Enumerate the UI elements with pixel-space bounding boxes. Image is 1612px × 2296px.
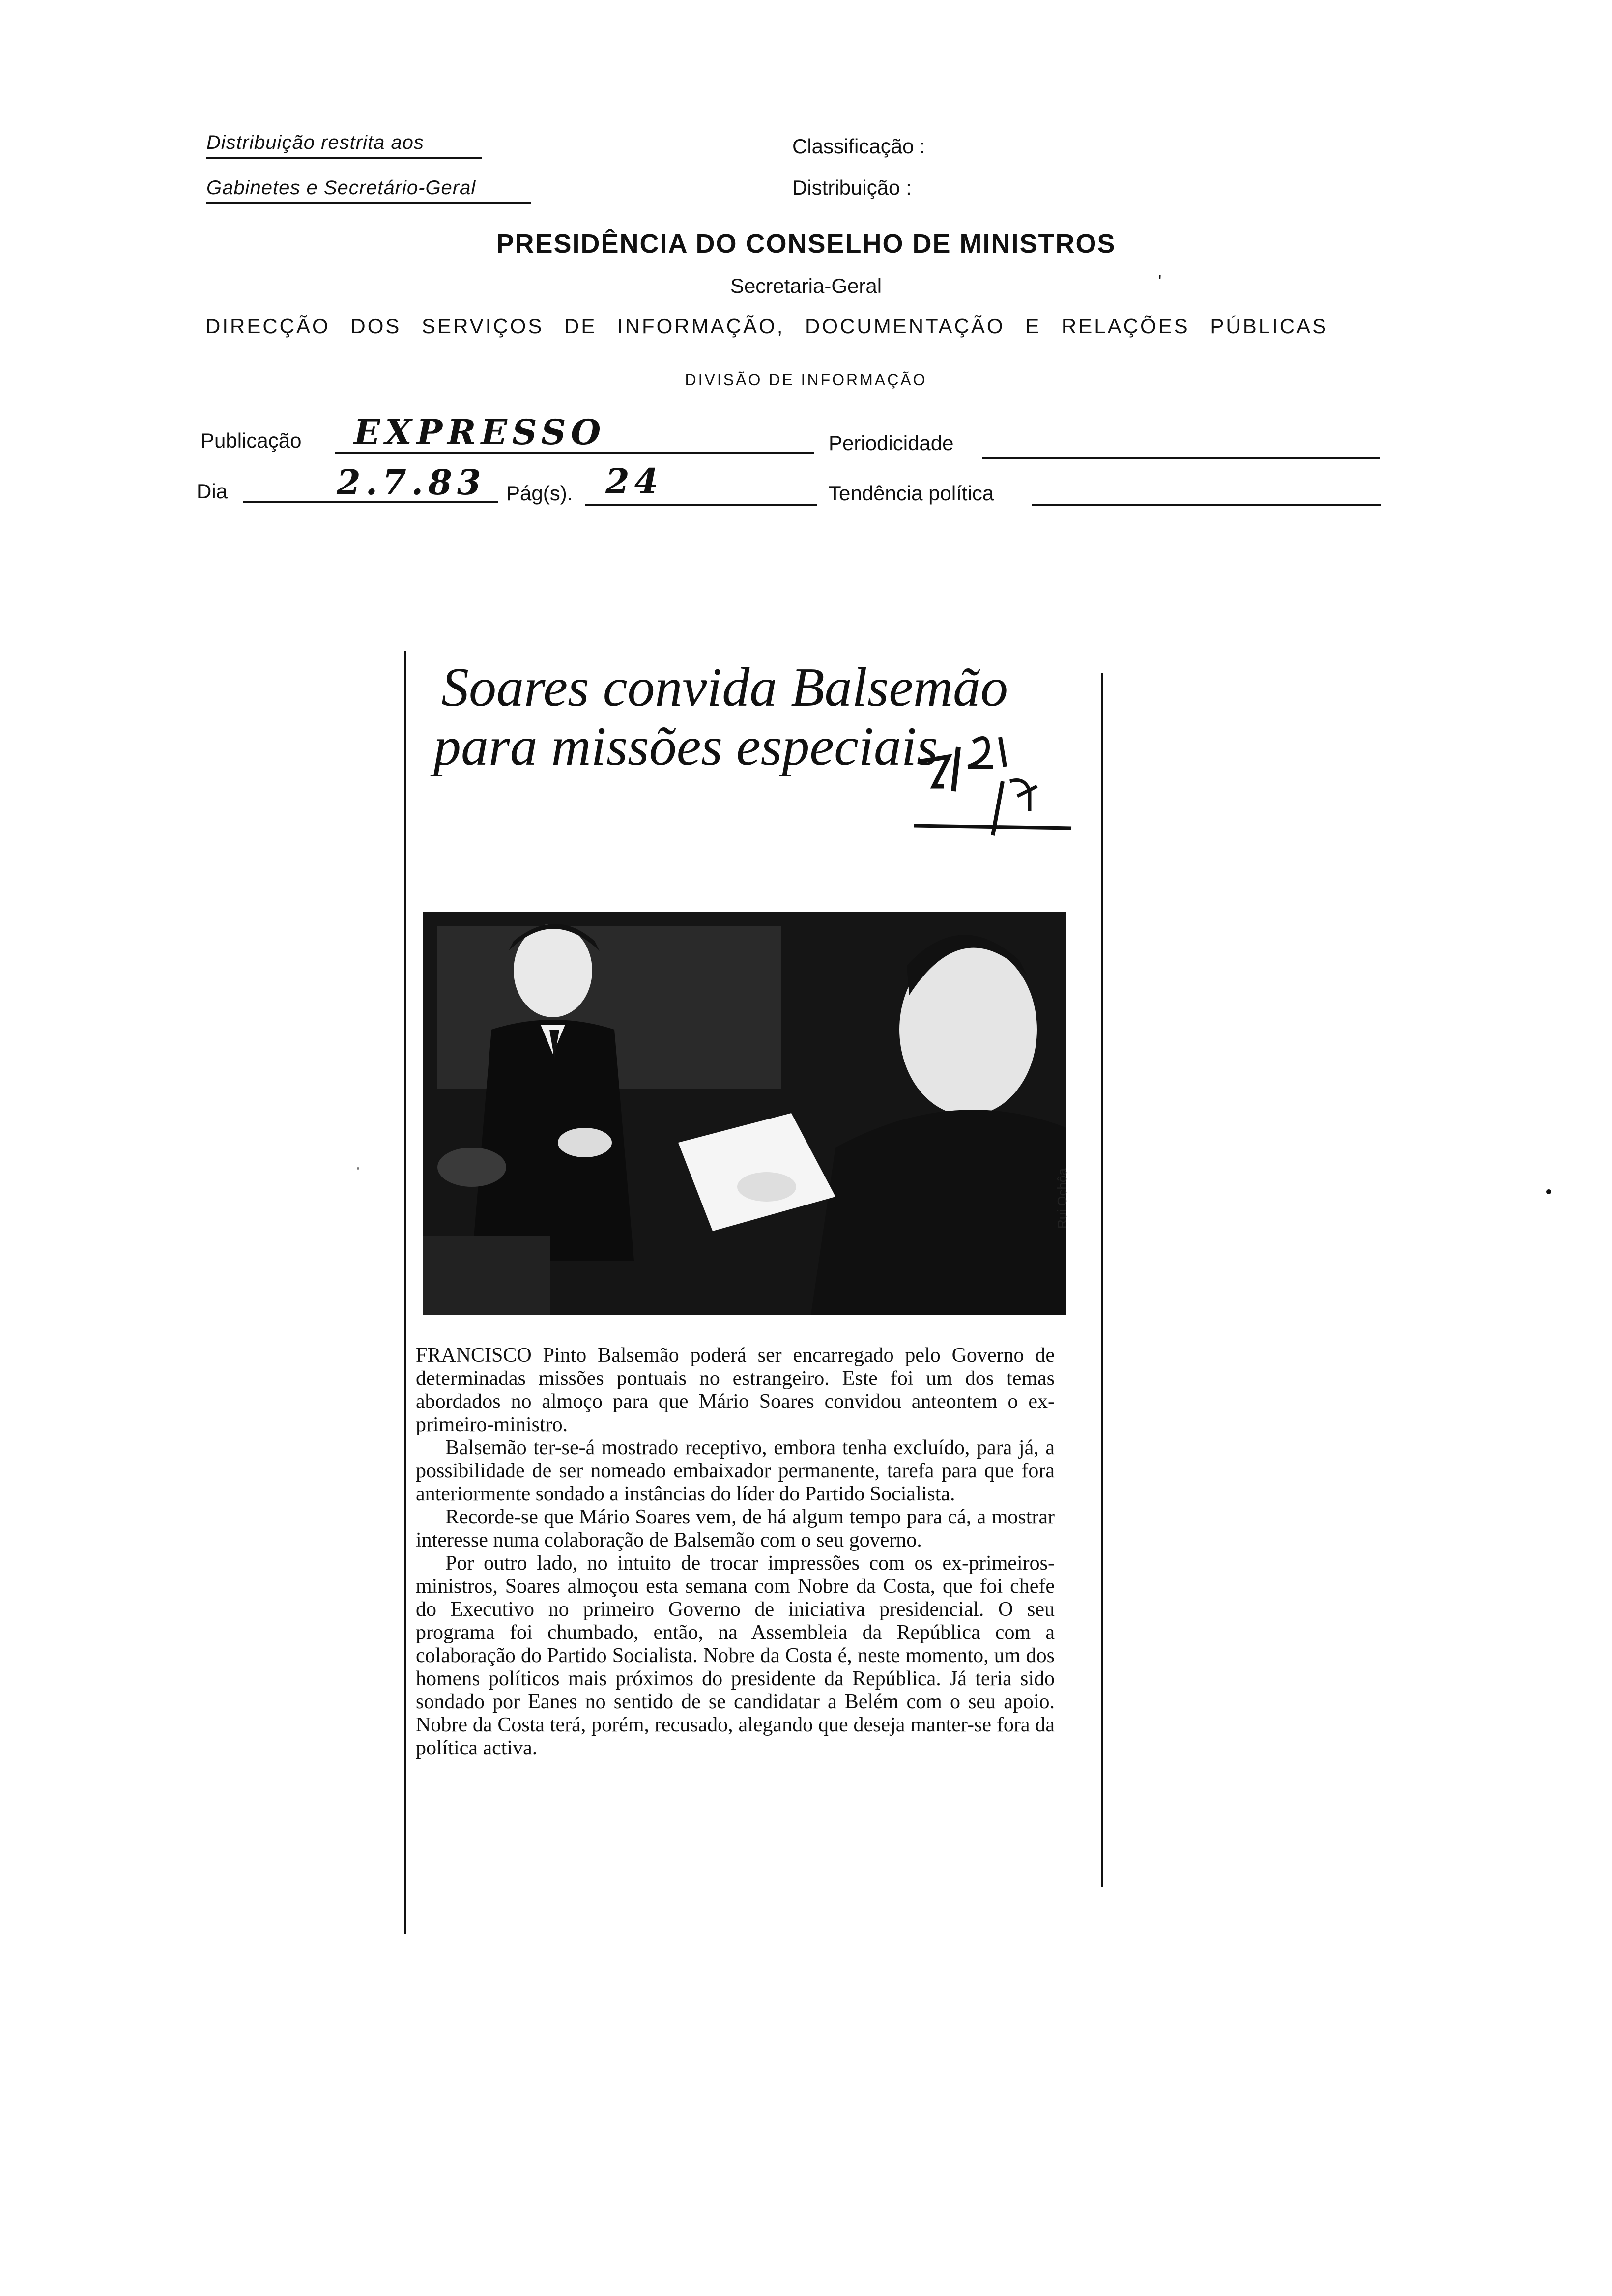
publicacao-label: Publicação	[201, 429, 302, 452]
divisao-heading: DIVISÃO DE INFORMAÇÃO	[685, 371, 927, 389]
distribuicao-label: Distribuição :	[792, 176, 912, 199]
clipping-left-border	[404, 651, 406, 1934]
pags-handwritten: 24	[605, 461, 663, 502]
article-paragraph-4: Por outro lado, no intuito de trocar impressões com os ex-primeiros-ministros, Soares almoçou esta semana com Nobre da Costa, que foi chefe do Executivo no primeiro Governo de iniciativa presidencial. O seu programa foi chumbado, então, na Assembleia da República com a colaboração do Partido Socialista. Nobre da Costa é, neste momento, um dos homens políticos mais próximos do presidente da República. Já teria sido sondado por Eanes no sentido de se candidatar a Belém com o seu apoio. Nobre da Costa terá, porém, recusado, alegando que deseja manter-se fora da política activa.	[416, 1552, 1055, 1759]
tendencia-line	[1032, 504, 1381, 506]
secretaria-geral: Secretaria-Geral	[730, 274, 882, 297]
scan-dot	[1546, 1189, 1551, 1194]
pags-label: Pág(s).	[506, 482, 573, 505]
clipping-right-border	[1101, 673, 1103, 1887]
main-title: PRESIDÊNCIA DO CONSELHO DE MINISTROS	[496, 229, 1116, 258]
article-paragraph-2: Balsemão ter-se-á mostrado receptivo, embora tenha excluído, para já, a possibilidade de ser nomeado embaixador permanente, tarefa para que fora anteriormente sondado a instâncias do líder do Partido Socialista.	[416, 1436, 1055, 1505]
classificacao-label: Classificação :	[792, 135, 925, 158]
clipping-headline-line1: Soares convida Balsemão	[441, 657, 1008, 718]
photo-illustration	[423, 912, 1066, 1315]
photo-credit: Rui Ochôa	[1055, 1168, 1069, 1229]
news-photo	[423, 912, 1066, 1315]
article-paragraph-3: Recorde-se que Mário Soares vem, de há algum tempo para cá, a mostrar interesse numa colaboração de Balsemão com o seu governo.	[416, 1506, 1055, 1551]
stray-mark: '	[1158, 271, 1162, 293]
handwritten-archive-marks	[914, 727, 1091, 855]
dia-label: Dia	[197, 480, 228, 503]
scan-speck	[357, 1167, 359, 1170]
clipping-headline-line2: para missões especiais	[433, 716, 938, 777]
distribution-note-line2: Gabinetes e Secretário-Geral	[206, 177, 531, 204]
article-body	[416, 1344, 1055, 1760]
article-paragraph-1: FRANCISCO Pinto Balsemão poderá ser encarregado pelo Governo de determinadas missões pontuais no estrangeiro. Este foi um dos temas abordados no almoço para que Mário Soares convidou anteontem o ex-primeiro-ministro.	[416, 1344, 1055, 1436]
direccao-heading: DIRECÇÃO DOS SERVIÇOS DE INFORMAÇÃO, DOCUMENTAÇÃO E RELAÇÕES PÚBLICAS	[205, 315, 1328, 338]
tendencia-label: Tendência política	[829, 482, 994, 505]
distribution-note-line1: Distribuição restrita aos	[206, 132, 482, 159]
periodicidade-label: Periodicidade	[829, 431, 954, 455]
dia-handwritten: 2.7.83	[337, 462, 486, 503]
publicacao-handwritten: EXPRESSO	[354, 412, 606, 453]
pags-line	[585, 504, 817, 506]
periodicidade-line	[982, 457, 1380, 459]
